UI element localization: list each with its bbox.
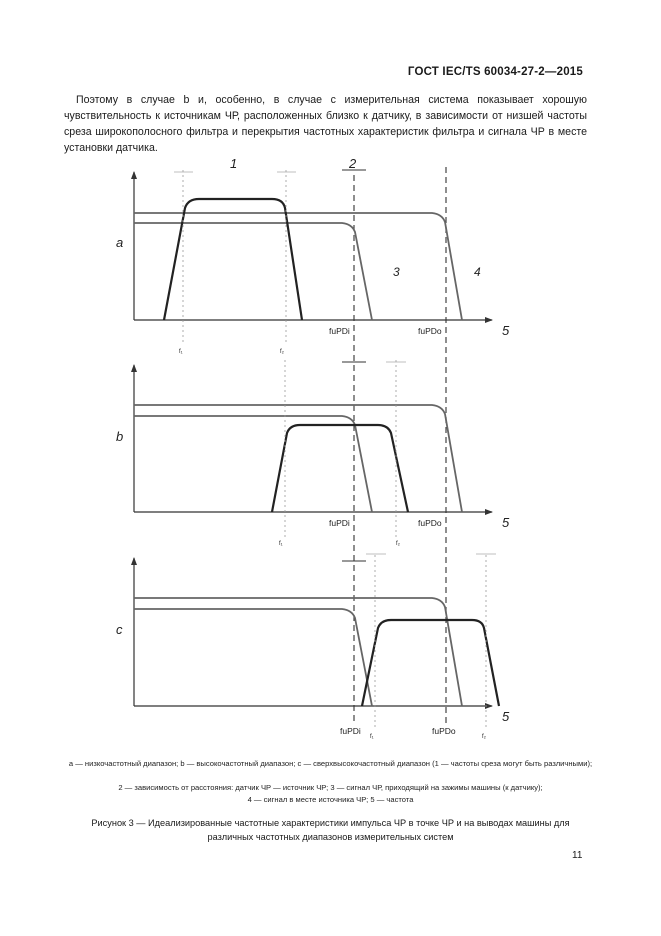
- cutoff-tick-low: f₁: [179, 349, 183, 355]
- frequency-axis-label: 5: [502, 323, 510, 338]
- cutoff-tick-high: f₂: [280, 349, 284, 355]
- cutoff-tick-low: f₁: [370, 734, 374, 740]
- panel-b: [116, 360, 510, 547]
- legend-line-1: a — низкочастотный диапазон; b — высокочастотный диапазон; c — сверхвысокочастотный диапазон (1 — частоты среза могут быть различными);: [68, 759, 593, 768]
- callout-4: 4: [474, 265, 481, 279]
- filter-passband-curve: [164, 199, 302, 320]
- fupdo-label: fuPDo: [432, 726, 456, 736]
- panel-label: b: [116, 429, 124, 444]
- page-number: 11: [572, 850, 583, 861]
- figure-caption: Рисунок 3 — Идеализированные частотные характеристики импульса ЧР в точке ЧР и на выводах машины для различных частотных диапазонов измерительных систем: [91, 818, 570, 842]
- terminal-signal-curve: [134, 609, 372, 706]
- fupdo-label: fuPDo: [418, 518, 442, 528]
- panel-label: a: [116, 235, 124, 250]
- fupdi-label: fuPDi: [329, 518, 350, 528]
- cutoff-tick-high: f₂: [482, 734, 486, 740]
- cutoff-tick-high: f₂: [396, 541, 400, 547]
- cutoff-tick-low: f₁: [279, 541, 283, 547]
- terminal-signal-curve: [134, 416, 372, 512]
- fupdi-label: fuPDi: [340, 726, 361, 736]
- terminal-signal-curve: [134, 223, 372, 320]
- source-signal-curve: [134, 598, 462, 706]
- filter-passband-curve: [362, 620, 499, 706]
- filter-passband-curve: [272, 425, 408, 512]
- callout-1: 1: [230, 156, 238, 171]
- panel-c: [116, 554, 510, 740]
- source-signal-curve: [134, 405, 462, 512]
- callout-2: 2: [349, 156, 357, 171]
- panel-a: [116, 170, 510, 355]
- frequency-axis-label: 5: [502, 709, 510, 724]
- fupdo-label: fuPDo: [418, 326, 442, 336]
- legend-line-3: 4 — сигнал в месте источника ЧР; 5 — частота: [247, 795, 414, 804]
- panel-label: c: [116, 622, 123, 637]
- intro-paragraph: Поэтому в случае b и, особенно, в случае с измерительная система показывает хорошую чувствительность к источникам ЧР, расположенных близко к датчику, в зависимости от низшей частоты среза широкополосного фильтра и перекрытия частотных характеристик фильтра и сигнала ЧР в месте установки датчика.: [64, 94, 587, 154]
- callout-3: 3: [393, 265, 400, 279]
- frequency-axis-label: 5: [502, 515, 510, 530]
- legend-line-2: 2 — зависимость от расстояния: датчик ЧР — источник ЧР; 3 — сигнал ЧР, приходящий на зажимы машины (к датчику);: [118, 783, 543, 792]
- fupdi-label: fuPDi: [329, 326, 350, 336]
- standard-header: ГОСТ IEC/TS 60034-27-2—2015: [407, 66, 583, 78]
